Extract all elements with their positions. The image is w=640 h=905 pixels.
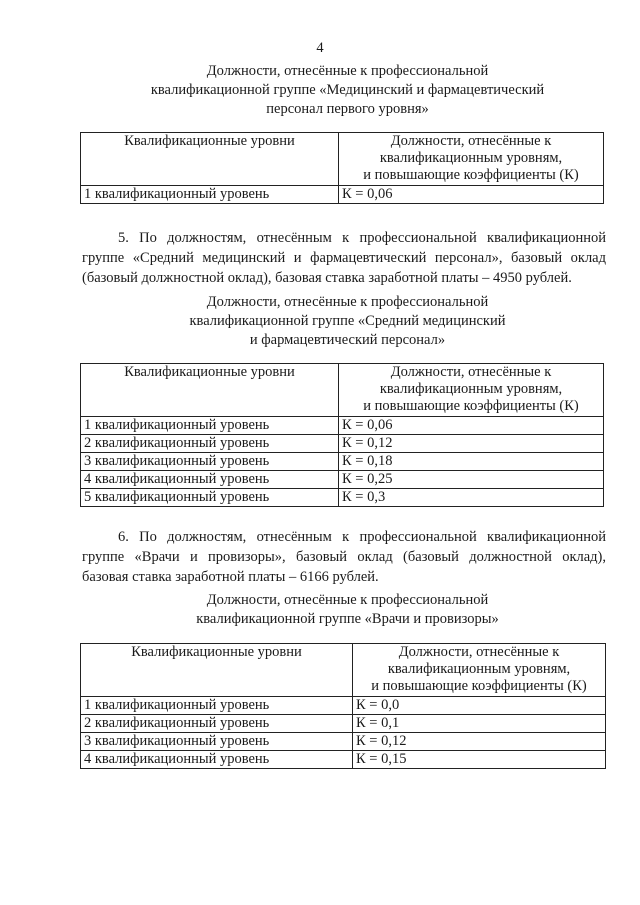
section1-heading	[80, 62, 615, 119]
page-number: 4	[316, 40, 324, 56]
coefficient-cell: К = 0,12	[353, 733, 606, 751]
table-row	[81, 453, 604, 471]
table-row	[81, 489, 604, 507]
paragraph-line: группе «Врачи и провизоры», базовый оклад (базовый должностной оклад),	[82, 549, 606, 565]
level-cell: 1 квалификационный уровень	[81, 186, 339, 204]
table-row	[81, 186, 604, 204]
paragraph-line: 6. По должностям, отнесённым к профессиональной квалификационной	[118, 529, 606, 545]
coefficient-cell: К = 0,06	[339, 186, 604, 204]
header-qualification-levels: Квалификационные уровни	[81, 133, 339, 186]
coefficient-cell: К = 0,0	[353, 697, 606, 715]
section3-table	[80, 643, 606, 769]
section3-heading	[80, 591, 615, 629]
level-cell: 4 квалификационный уровень	[81, 471, 339, 489]
coefficient-cell: К = 0,1	[353, 715, 606, 733]
header-line: и повышающие коэффициенты (К)	[363, 167, 579, 183]
table-header-row	[81, 644, 606, 697]
paragraph-5	[82, 228, 606, 288]
paragraph-line: группе «Средний медицинский и фармацевтический персонал», базовый оклад	[82, 250, 606, 266]
paragraph-6	[82, 527, 606, 587]
table-header-row	[81, 364, 604, 417]
coefficient-cell: К = 0,06	[339, 417, 604, 435]
level-cell: 2 квалификационный уровень	[81, 715, 353, 733]
header-positions-coefficients	[339, 364, 604, 417]
section2-heading	[80, 293, 615, 350]
level-cell: 3 квалификационный уровень	[81, 733, 353, 751]
coefficient-cell: К = 0,25	[339, 471, 604, 489]
heading-line: квалификационной группе «Средний медицинский	[189, 313, 506, 329]
heading-line: Должности, отнесённые к профессиональной	[206, 63, 489, 79]
paragraph-line: 5. По должностям, отнесённым к профессиональной квалификационной	[118, 230, 606, 246]
header-qualification-levels: Квалификационные уровни	[81, 644, 353, 697]
section1-table	[80, 132, 604, 204]
table-row	[81, 715, 606, 733]
heading-line: персонал первого уровня»	[266, 101, 429, 117]
header-positions-coefficients	[353, 644, 606, 697]
level-cell: 4 квалификационный уровень	[81, 751, 353, 769]
header-line: квалификационным уровням,	[387, 661, 571, 677]
paragraph-line: базовая ставка заработной платы – 6166 рублей.	[82, 569, 379, 585]
section2-table	[80, 363, 604, 507]
header-line: Должности, отнесённые к	[390, 133, 552, 149]
coefficient-cell: К = 0,3	[339, 489, 604, 507]
level-cell: 2 квалификационный уровень	[81, 435, 339, 453]
heading-line: и фармацевтический персонал»	[249, 332, 446, 348]
table-row	[81, 697, 606, 715]
header-line: квалификационным уровням,	[379, 381, 563, 397]
heading-line: квалификационной группе «Врачи и провизоры»	[196, 611, 499, 627]
paragraph-line: (базовый должностной оклад), базовая ставка заработной платы – 4950 рублей.	[82, 270, 572, 286]
table-row	[81, 733, 606, 751]
header-positions-coefficients	[339, 133, 604, 186]
header-line: Должности, отнесённые к	[398, 644, 560, 660]
level-cell: 3 квалификационный уровень	[81, 453, 339, 471]
coefficient-cell: К = 0,18	[339, 453, 604, 471]
coefficient-cell: К = 0,12	[339, 435, 604, 453]
level-cell: 1 квалификационный уровень	[81, 697, 353, 715]
header-line: и повышающие коэффициенты (К)	[371, 678, 587, 694]
heading-line: Должности, отнесённые к профессиональной	[206, 592, 489, 608]
table-row	[81, 751, 606, 769]
header-line: Должности, отнесённые к	[390, 364, 552, 380]
header-line: и повышающие коэффициенты (К)	[363, 398, 579, 414]
table-header-row	[81, 133, 604, 186]
header-qualification-levels: Квалификационные уровни	[81, 364, 339, 417]
level-cell: 1 квалификационный уровень	[81, 417, 339, 435]
heading-line: квалификационной группе «Медицинский и фармацевтический	[150, 82, 545, 98]
heading-line: Должности, отнесённые к профессиональной	[206, 294, 489, 310]
table-row	[81, 471, 604, 489]
level-cell: 5 квалификационный уровень	[81, 489, 339, 507]
coefficient-cell: К = 0,15	[353, 751, 606, 769]
table-row	[81, 435, 604, 453]
header-line: квалификационным уровням,	[379, 150, 563, 166]
table-row	[81, 417, 604, 435]
